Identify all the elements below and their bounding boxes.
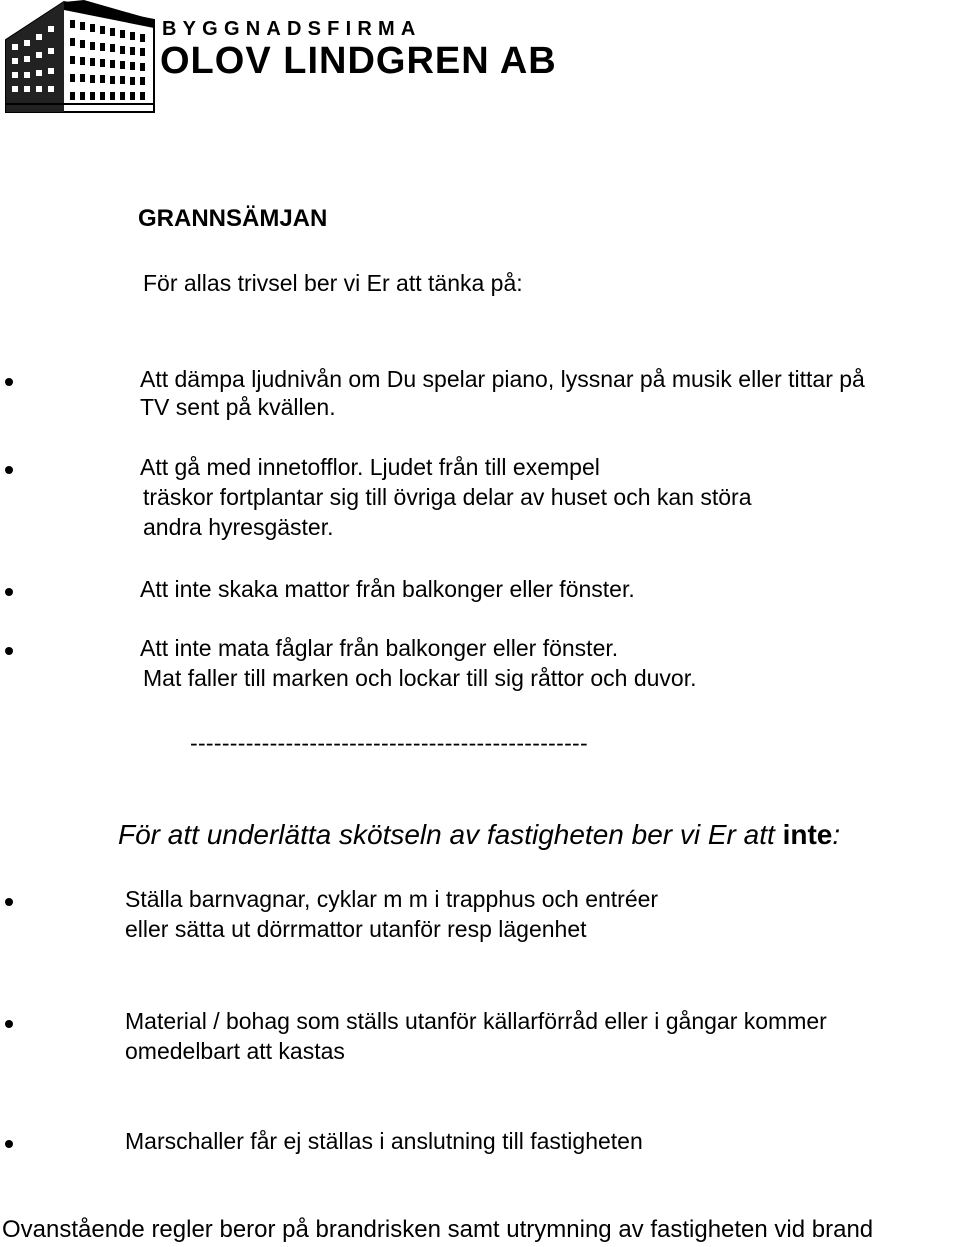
bullet-4-line-2: Mat faller till marken och lockar till sig råttor och duvor. (143, 665, 697, 691)
bullet-6-line-1: Material / bohag som ställs utanför källarförråd eller i gångar kommer (125, 1008, 827, 1034)
bullet-2-line-1: Att gå med innetofflor. Ljudet från till exempel (140, 454, 600, 480)
bullet-5-line-2: eller sätta ut dörrmattor utanför resp lägenhet (125, 916, 587, 942)
bullet-4-line-1: Att inte mata fåglar från balkonger eller fönster. (140, 635, 619, 661)
company-subtitle: BYGGNADSFIRMA (162, 18, 422, 40)
section-heading-text: För att underlätta skötseln av fastigheten ber vi Er att (118, 819, 783, 850)
bullet-6-line-2: omedelbart att kastas (125, 1038, 345, 1064)
bullet-4 (5, 647, 13, 655)
bullet-1-line-1: Att dämpa ljudnivån om Du spelar piano, lyssnar på musik eller tittar på (140, 366, 865, 392)
bullet-7-line-1: Marschaller får ej ställas i anslutning till fastigheten (125, 1128, 643, 1154)
document-title: GRANNSÄMJAN (138, 205, 328, 232)
bullet-7 (5, 1140, 13, 1148)
bullet-3 (5, 588, 13, 596)
bullet-6 (5, 1020, 13, 1028)
intro-text: För allas trivsel ber vi Er att tänka på: (143, 270, 523, 296)
section-heading (118, 819, 840, 851)
company-name: OLOV LINDGREN AB (160, 40, 557, 82)
bullet-2-line-2: träskor fortplantar sig till övriga delar av huset och kan störa (143, 484, 752, 510)
bullet-1 (5, 378, 13, 386)
divider-line: -------------------------------------------------- (190, 730, 588, 756)
bullet-2-line-3: andra hyresgäster. (143, 514, 334, 540)
company-logo-building (4, 0, 156, 115)
bullet-3-line-1: Att inte skaka mattor från balkonger eller fönster. (140, 576, 635, 602)
section-heading-colon: : (832, 819, 841, 850)
bullet-2 (5, 466, 13, 474)
bullet-5-line-1: Ställa barnvagnar, cyklar m m i trapphus och entréer (125, 886, 659, 912)
bullet-1-line-2: TV sent på kvällen. (140, 394, 336, 420)
section-heading-emphasis: inte (782, 819, 833, 850)
bullet-5 (5, 898, 13, 906)
footer-note: Ovanstående regler beror på brandrisken samt utrymning av fastigheten vid brand (2, 1216, 874, 1243)
